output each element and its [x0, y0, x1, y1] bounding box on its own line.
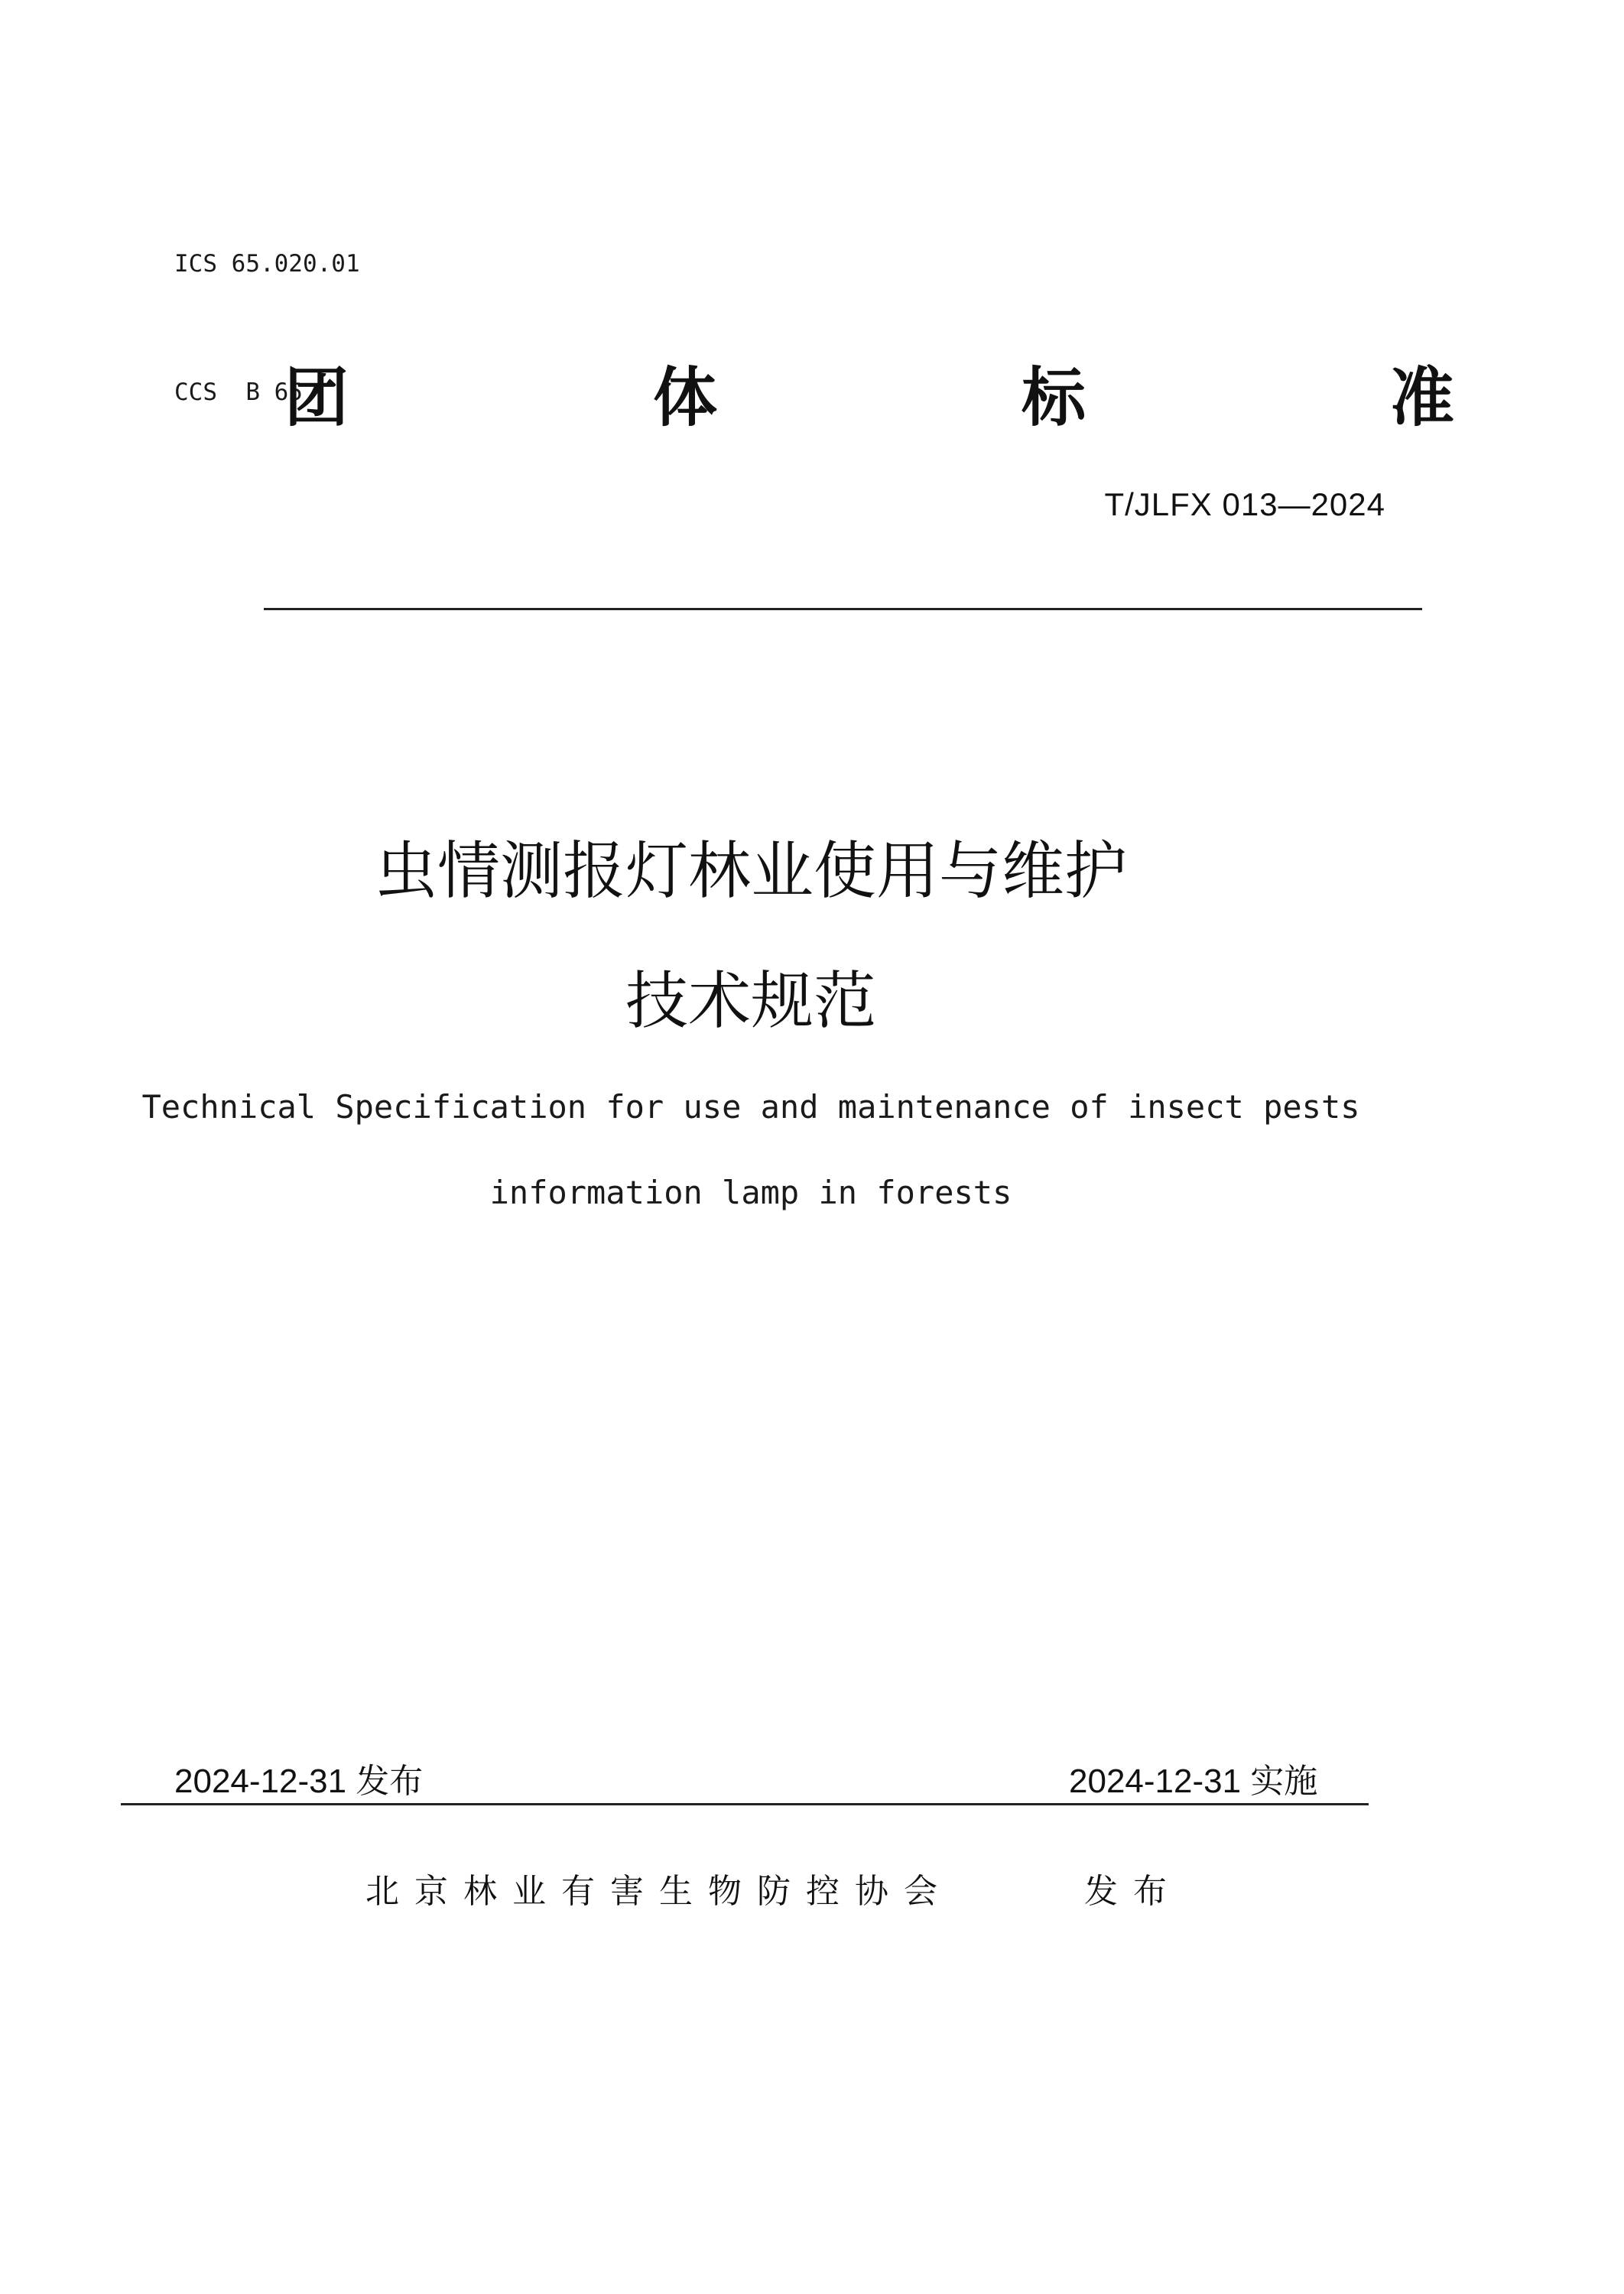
title-english-line-2: information lamp in forests	[489, 1174, 1012, 1211]
standard-type-char-1: 团	[284, 360, 349, 435]
standard-type-char-3: 标	[1021, 360, 1086, 435]
standard-type-char-4: 准	[1389, 360, 1454, 435]
standard-type-heading	[284, 359, 1454, 436]
standard-number: T/JLFX 013—2024	[1104, 486, 1385, 522]
ics-code: ICS 65.020.01	[174, 250, 360, 278]
ccs-code: CCS B 65	[174, 379, 303, 406]
title-english-line-1: Technical Specification for use and maintenance of insect pests	[141, 1088, 1360, 1126]
header-divider	[264, 608, 1422, 610]
issue-date: 2024-12-31 发布	[174, 1763, 424, 1800]
footer-divider	[121, 1803, 1369, 1805]
title-chinese-line-1: 虫情测报灯林业使用与维护	[374, 835, 1127, 908]
publisher-action: 发布	[1084, 1872, 1182, 1911]
standard-type-char-2: 体	[652, 360, 717, 435]
publisher-name: 北京林业有害生物防控协会	[365, 1872, 953, 1911]
title-chinese-line-2: 技术规范	[625, 965, 876, 1038]
implementation-date: 2024-12-31 实施	[1069, 1763, 1318, 1800]
